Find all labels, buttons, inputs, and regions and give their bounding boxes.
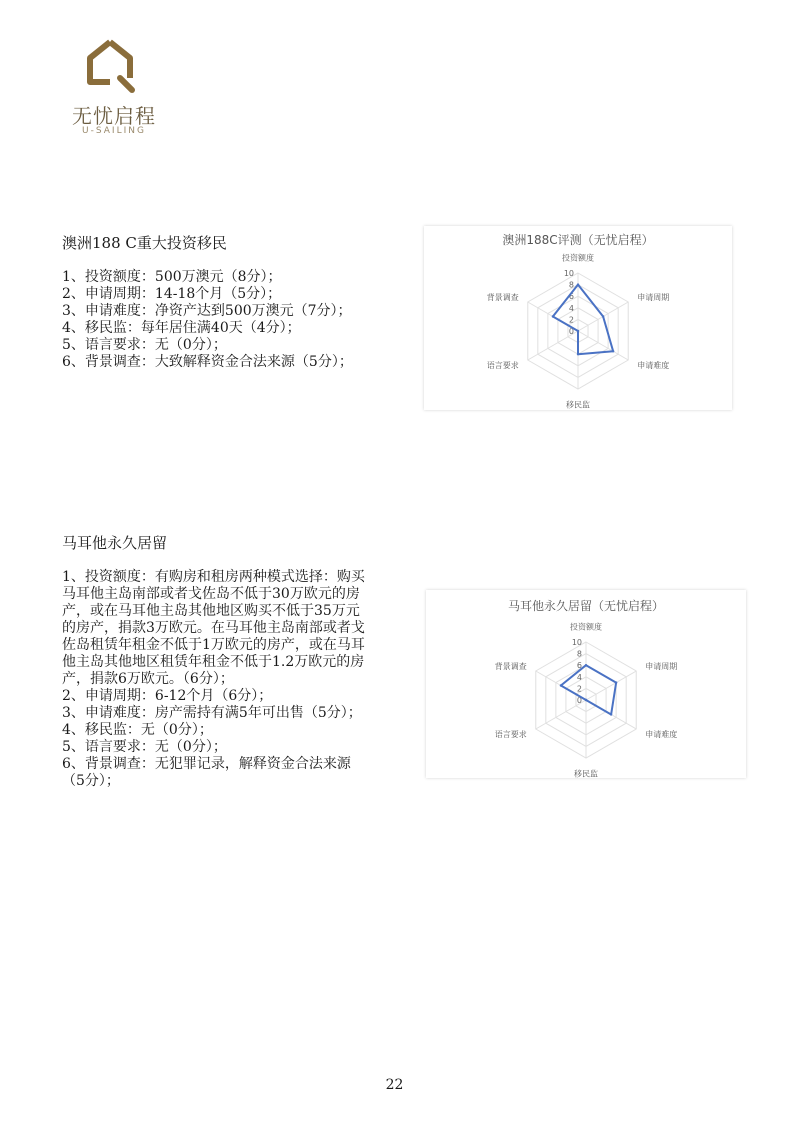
axis-label: 投资额度 [570, 622, 602, 632]
tick-label: 4 [576, 672, 582, 682]
data-point [610, 713, 612, 715]
page-number: 22 [385, 1077, 404, 1093]
axis-label: 背景调查 [486, 292, 519, 302]
list-item: 6、背景调查：大致解释资金合法来源（5分）； [62, 354, 353, 370]
section-title: 马耳他永久居留 [62, 534, 168, 552]
tick-label: 0 [576, 696, 582, 705]
list-item: 1、投资额度：有购房和租房两种模式选择：购买马耳他主岛南部或者戈佐岛不低于30万欧元的房产，或在马耳他主岛其他地区购买不低于35万元的房产，捐款3万欧元。在马耳他主岛南部或者戈佐岛租赁年租金不低于1万欧元的房产，或在马耳他主岛其他地区租赁年租金不低于1.2万欧元的房产，捐款6万欧元。（6分）； [62, 569, 365, 687]
axis-label: 申请难度 [645, 730, 678, 740]
list-item: 4、移民监：无（0分）； [62, 722, 213, 738]
section-title: 澳洲188 C重大投资移民 [62, 234, 227, 252]
grid-spoke [586, 671, 636, 700]
radar-chart-card-malta [426, 590, 746, 778]
tick-label: 8 [576, 649, 582, 659]
logo [62, 38, 172, 138]
list-item: 2、申请周期：14-18个月（5分）； [62, 286, 282, 302]
tick-label: 6 [568, 292, 574, 302]
grid-spoke [578, 331, 628, 360]
data-point [577, 330, 579, 332]
radar-chart-australia [424, 226, 732, 410]
tick-label: 8 [568, 280, 574, 290]
section-australia [62, 232, 372, 371]
tick-label: 0 [568, 327, 574, 336]
list-item: 1、投资额度：500万澳元（8分）； [62, 269, 282, 285]
axis-label: 移民监 [566, 400, 590, 410]
data-point [552, 315, 554, 317]
chart-title: 澳洲188C评测（无忧启程） [502, 233, 654, 247]
tick-label: 10 [571, 638, 582, 647]
list-item: 4、移民监：每年居住满40天（4分）； [62, 320, 301, 336]
data-point [560, 684, 562, 686]
tick-label: 6 [576, 661, 582, 671]
series-line [553, 285, 613, 355]
logo-name-cn: 无忧启程 [72, 104, 156, 128]
data-point [602, 315, 604, 317]
list-item: 3、申请难度：净资产达到500万澳元（7分）； [62, 303, 352, 319]
tick-label: 10 [563, 269, 574, 278]
axis-label: 语言要求 [494, 730, 527, 740]
list-item: 2、申请周期：6-12个月（6分）； [62, 688, 273, 704]
axis-label: 投资额度 [562, 253, 594, 263]
tick-label: 2 [568, 315, 574, 325]
list-item: 5、语言要求：无（0分）； [62, 739, 227, 755]
list-item: 3、申请难度：房产需持有满5年可出售（5分）； [62, 705, 362, 721]
axis-label: 申请周期 [645, 661, 678, 671]
data-point [585, 664, 587, 666]
list-item: 5、语言要求：无（0分）； [62, 337, 227, 353]
section-malta [62, 532, 372, 790]
radar-chart-malta [426, 590, 746, 778]
axis-label: 申请难度 [637, 361, 670, 371]
data-point [577, 353, 579, 355]
house-logo-icon [84, 38, 136, 96]
axis-label: 背景调查 [494, 661, 527, 671]
list-item: 6、背景调查：无犯罪记录，解释资金合法来源（5分）； [62, 756, 351, 789]
logo-name-en: U-SAILING [82, 126, 146, 136]
axis-label: 移民监 [574, 769, 598, 778]
data-point [615, 681, 617, 683]
radar-chart-card-australia [424, 226, 732, 410]
data-point [612, 350, 614, 352]
axis-label: 申请周期 [637, 292, 670, 302]
tick-label: 4 [568, 303, 574, 313]
data-point [577, 283, 579, 285]
data-point [585, 699, 587, 701]
score-list [62, 269, 372, 371]
chart-title: 马耳他永久居留（无忧启程） [507, 599, 665, 613]
score-list [62, 569, 372, 790]
tick-label: 2 [576, 684, 582, 694]
axis-label: 语言要求 [486, 361, 519, 371]
